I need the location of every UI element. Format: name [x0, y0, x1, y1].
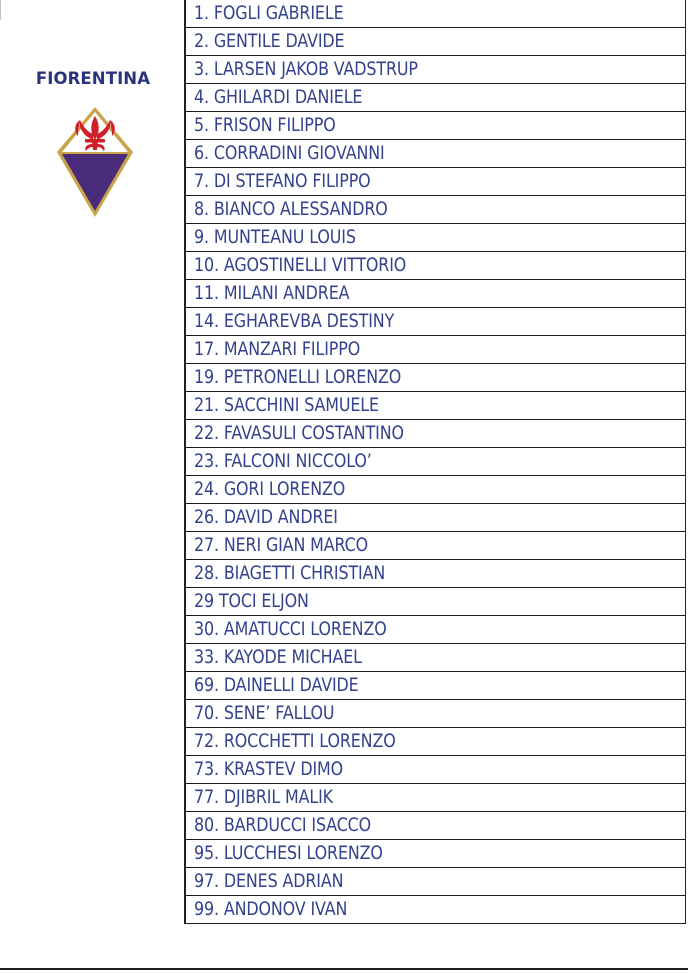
player-entry	[185, 560, 686, 588]
bottom-divider	[0, 968, 688, 970]
table-row	[185, 840, 686, 868]
player-entry	[185, 588, 686, 616]
table-row	[185, 364, 686, 392]
player-entry	[185, 812, 686, 840]
player-entry	[185, 532, 686, 560]
table-row	[185, 168, 686, 196]
player-entry	[185, 112, 686, 140]
player-entry	[185, 28, 686, 56]
table-row	[185, 644, 686, 672]
player-name: 95. LUCCHESI LORENZO	[194, 843, 383, 864]
table-row	[185, 0, 686, 28]
table-row	[185, 476, 686, 504]
player-name: 14. EGHAREVBA DESTINY	[194, 311, 395, 332]
player-name: 21. SACCHINI SAMUELE	[194, 395, 379, 416]
player-name: 28. BIAGETTI CHRISTIAN	[194, 563, 386, 584]
player-name: 69. DAINELLI DAVIDE	[194, 675, 359, 696]
player-name: 6. CORRADINI GIOVANNI	[194, 143, 385, 164]
player-name: 33. KAYODE MICHAEL	[194, 647, 362, 668]
player-name: 77. DJIBRIL MALIK	[194, 787, 333, 808]
player-entry	[185, 392, 686, 420]
player-entry	[185, 252, 686, 280]
player-name: 3. LARSEN JAKOB VADSTRUP	[194, 59, 418, 80]
player-name: 29 TOCI ELJON	[194, 591, 309, 612]
player-name: 5. FRISON FILIPPO	[194, 115, 336, 136]
player-entry	[185, 616, 686, 644]
table-row	[185, 532, 686, 560]
player-name: 2. GENTILE DAVIDE	[194, 31, 345, 52]
player-name: 27. NERI GIAN MARCO	[194, 535, 369, 556]
table-row	[185, 896, 686, 924]
player-entry	[185, 448, 686, 476]
table-row	[185, 868, 686, 896]
table-row	[185, 252, 686, 280]
player-name: 8. BIANCO ALESSANDRO	[194, 199, 388, 220]
player-entry	[185, 56, 686, 84]
table-row	[185, 392, 686, 420]
player-name: 26. DAVID ANDREI	[194, 507, 338, 528]
table-row	[185, 756, 686, 784]
table-row	[185, 672, 686, 700]
table-row	[185, 728, 686, 756]
player-name: 24. GORI LORENZO	[194, 479, 346, 500]
table-row	[185, 84, 686, 112]
player-entry	[185, 672, 686, 700]
table-row	[185, 196, 686, 224]
player-name: 11. MILANI ANDREA	[194, 283, 350, 304]
table-row	[185, 140, 686, 168]
player-roster-table	[184, 0, 686, 924]
team-panel	[0, 0, 184, 973]
player-name: 72. ROCCHETTI LORENZO	[194, 731, 396, 752]
table-row	[185, 28, 686, 56]
player-entry	[185, 896, 686, 924]
player-name: 80. BARDUCCI ISACCO	[194, 815, 372, 836]
player-name: 99. ANDONOV IVAN	[194, 899, 348, 920]
player-entry	[185, 364, 686, 392]
player-name: 23. FALCONI NICCOLO’	[194, 451, 372, 472]
table-row	[185, 112, 686, 140]
player-entry	[185, 308, 686, 336]
table-row	[185, 280, 686, 308]
table-row	[185, 700, 686, 728]
table-row	[185, 784, 686, 812]
player-name: 17. MANZARI FILIPPO	[194, 339, 361, 360]
table-row	[185, 560, 686, 588]
player-name: 19. PETRONELLI LORENZO	[194, 367, 402, 388]
table-row	[185, 336, 686, 364]
player-entry	[185, 784, 686, 812]
player-name: 97. DENES ADRIAN	[194, 871, 344, 892]
table-row	[185, 588, 686, 616]
player-name: 70. SENE’ FALLOU	[194, 703, 335, 724]
fiorentina-crest-icon	[56, 106, 134, 218]
player-entry	[185, 420, 686, 448]
player-entry	[185, 504, 686, 532]
player-name: 10. AGOSTINELLI VITTORIO	[194, 255, 407, 276]
player-name: 1. FOGLI GABRIELE	[194, 3, 344, 24]
player-name: 9. MUNTEANU LOUIS	[194, 227, 356, 248]
player-entry	[185, 168, 686, 196]
player-entry	[185, 476, 686, 504]
player-entry	[185, 224, 686, 252]
player-name: 7. DI STEFANO FILIPPO	[194, 171, 371, 192]
player-entry	[185, 756, 686, 784]
table-row	[185, 420, 686, 448]
player-entry	[185, 84, 686, 112]
player-name: 73. KRASTEV DIMO	[194, 759, 344, 780]
table-row	[185, 56, 686, 84]
player-entry	[185, 336, 686, 364]
table-row	[185, 812, 686, 840]
player-entry	[185, 280, 686, 308]
team-name: FIORENTINA	[35, 69, 151, 88]
player-entry	[185, 840, 686, 868]
player-name: 22. FAVASULI COSTANTINO	[194, 423, 404, 444]
player-name: 30. AMATUCCI LORENZO	[194, 619, 387, 640]
table-row	[185, 448, 686, 476]
player-name: 4. GHILARDI DANIELE	[194, 87, 363, 108]
table-row	[185, 616, 686, 644]
player-entry	[185, 0, 686, 28]
table-row	[185, 224, 686, 252]
player-entry	[185, 196, 686, 224]
player-entry	[185, 140, 686, 168]
player-entry	[185, 868, 686, 896]
table-row	[185, 504, 686, 532]
player-entry	[185, 728, 686, 756]
player-entry	[185, 700, 686, 728]
table-row	[185, 308, 686, 336]
player-entry	[185, 644, 686, 672]
